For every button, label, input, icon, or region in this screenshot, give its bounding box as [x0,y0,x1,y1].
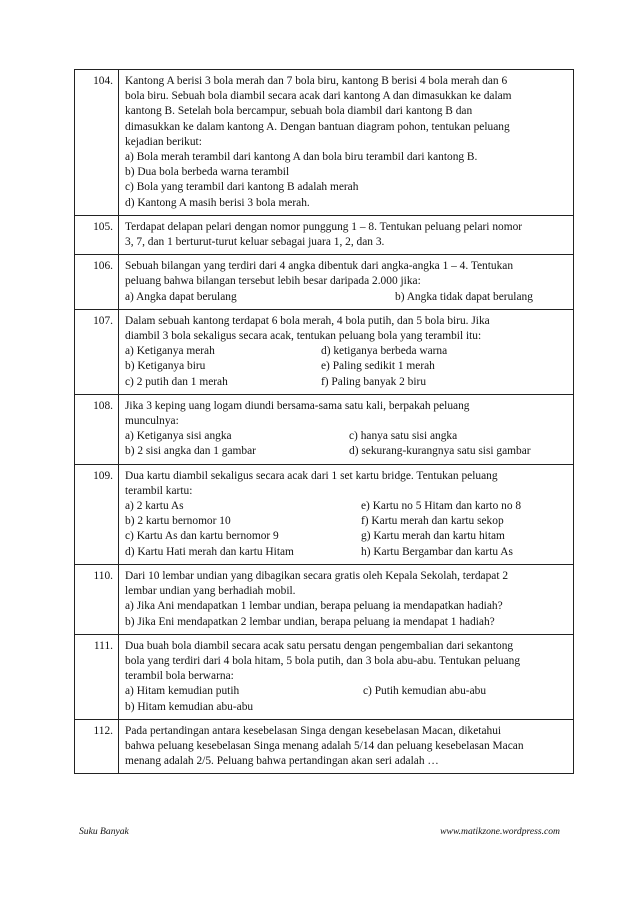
problem-line: kantong B. Setelah bola bercampur, sebuah bola diambil dari kantong B dan [125,105,473,118]
option-pair [125,499,567,514]
problem-line: Jika 3 keping uang logam diundi bersama-sama satu kali, berpakah peluang [125,399,470,412]
option-left: a) Angka dapat berulang [125,290,237,303]
problem-row [75,309,574,394]
problem-number: 107. [75,309,119,394]
problem-text [119,309,574,394]
problem-line: peluang bahwa bilangan tersebut lebih besar daripada 2.000 jika: [125,275,421,288]
option-right: d) sekurang-kurangnya satu sisi gambar [349,445,531,458]
problem-line: bola yang terdiri dari 4 bola hitam, 5 bola putih, dan 3 bola abu-abu. Tentukan peluang [125,654,521,667]
option-pair [125,444,567,459]
option-right: b) Angka tidak dapat berulang [395,290,533,303]
problem-row [75,215,574,254]
problem-line: dimasukkan ke dalam kantong A. Dengan bantuan diagram pohon, tentukan peluang [125,120,510,133]
footer-url: www.matikzone.wordpress.com [440,826,560,837]
option-right: e) Paling sedikit 1 merah [321,360,435,373]
problem-number: 111. [75,634,119,719]
option-left: b) 2 sisi angka dan 1 gambar [125,445,256,458]
problem-text [119,634,574,719]
option-left: a) Hitam kemudian putih [125,685,240,698]
problem-row [75,70,574,216]
problem-line: terambil bola berwarna: [125,670,234,683]
problem-line: menang adalah 2/5. Peluang bahwa pertandingan akan seri adalah … [125,755,439,768]
option-right: c) hanya satu sisi angka [349,430,458,443]
option-pair [125,514,567,529]
option-left: a) Ketiganya merah [125,345,215,358]
problem-text [119,70,574,216]
option-pair [125,429,567,444]
option-right: f) Kartu merah dan kartu sekop [361,515,504,528]
problem-text [119,255,574,310]
option-left: b) 2 kartu bernomor 10 [125,515,231,528]
problem-number: 106. [75,255,119,310]
problem-line: kejadian berikut: [125,135,202,148]
problem-text [119,394,574,464]
problem-row [75,464,574,564]
problem-line: terambil kartu: [125,484,193,497]
problem-line: munculnya: [125,415,179,428]
option-right: d) ketiganya berbeda warna [321,345,448,358]
problem-row [75,634,574,719]
problem-number: 109. [75,464,119,564]
problem-row [75,719,574,774]
problem-line: b) Dua bola berbeda warna terambil [125,166,290,179]
option-right: g) Kartu merah dan kartu hitam [361,530,505,543]
problem-line: b) Jika Eni mendapatkan 2 lembar undian, berapa peluang ia mendapat 1 hadiah? [125,615,495,628]
option-pair [125,344,567,359]
problem-line: Terdapat delapan pelari dengan nomor punggung 1 – 8. Tentukan peluang pelari nomor [125,220,523,233]
option-pair [125,290,567,305]
problem-line: Dari 10 lembar undian yang dibagikan secara gratis oleh Kepala Sekolah, terdapat 2 [125,569,509,582]
problem-line: Dua kartu diambil sekaligus secara acak dari 1 set kartu bridge. Tentukan peluang [125,469,498,482]
problem-row [75,394,574,464]
option-left: c) 2 putih dan 1 merah [125,375,228,388]
problem-line: Dua buah bola diambil secara acak satu persatu dengan pengembalian dari sekantong [125,639,514,652]
problem-number: 110. [75,564,119,634]
problem-text [119,215,574,254]
problem-line: Dalam sebuah kantong terdapat 6 bola merah, 4 bola putih, dan 5 bola biru. Jika [125,314,490,327]
problem-line: bola biru. Sebuah bola diambil secara acak dari kantong A dan dimasukkan ke dalam [125,90,512,103]
footer-title: Suku Banyak [79,826,129,837]
option-left: d) Kartu Hati merah dan kartu Hitam [125,545,294,558]
option-pair [125,375,567,390]
option-pair [125,545,567,560]
problem-line: bahwa peluang kesebelasan Singa menang adalah 5/14 dan peluang kesebelasan Macan [125,739,524,752]
option-left: b) Ketiganya biru [125,360,206,373]
problem-text [119,464,574,564]
problem-line: diambil 3 bola sekaligus secara acak, tentukan peluang bola yang terambil itu: [125,330,482,343]
option-left: a) Ketiganya sisi angka [125,430,232,443]
option-left: a) 2 kartu As [125,500,184,513]
problem-line: a) Bola merah terambil dari kantong A dan bola biru terambil dari kantong B. [125,151,478,164]
problem-line: Kantong A berisi 3 bola merah dan 7 bola biru, kantong B berisi 4 bola merah dan 6 [125,75,508,87]
option-right: f) Paling banyak 2 biru [321,375,427,388]
option-right: e) Kartu no 5 Hitam dan karto no 8 [361,500,522,513]
problem-text [119,719,574,774]
problem-row [75,564,574,634]
problem-line: a) Jika Ani mendapatkan 1 lembar undian, berapa peluang ia mendapatkan hadiah? [125,600,503,613]
option-pair [125,359,567,374]
option-pair [125,684,567,699]
problem-number: 104. [75,70,119,216]
problem-line: c) Bola yang terambil dari kantong B adalah merah [125,181,359,194]
option-pair [125,529,567,544]
problem-number: 108. [75,394,119,464]
problem-line: Pada pertandingan antara kesebelasan Singa dengan kesebelasan Macan, diketahui [125,724,502,737]
problem-line: d) Kantong A masih berisi 3 bola merah. [125,196,310,209]
problem-table [74,69,574,774]
problem-row [75,255,574,310]
problem-number: 112. [75,719,119,774]
problem-text [119,564,574,634]
problem-number: 105. [75,215,119,254]
problem-line: Sebuah bilangan yang terdiri dari 4 angka dibentuk dari angka-angka 1 – 4. Tentukan [125,260,514,273]
problem-line: 3, 7, dan 1 berturut-turut keluar sebagai juara 1, 2, dan 3. [125,236,385,249]
option-right: h) Kartu Bergambar dan kartu As [361,545,513,558]
problem-line: lembar undian yang berhadiah mobil. [125,585,296,598]
option-left: c) Kartu As dan kartu bernomor 9 [125,530,279,543]
problem-line: b) Hitam kemudian abu-abu [125,700,254,713]
option-right: c) Putih kemudian abu-abu [363,685,487,698]
